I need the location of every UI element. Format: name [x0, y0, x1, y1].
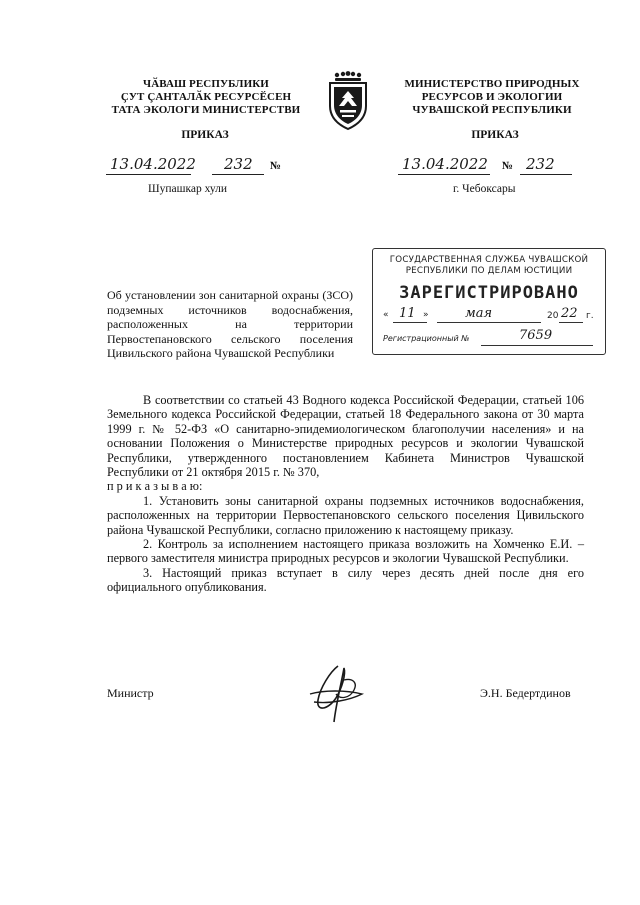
prikaz-label-left: ПРИКАЗ — [181, 129, 229, 141]
paragraph-order: п р и к а з ы в а ю: — [107, 479, 203, 494]
no-sign-right: № — [502, 160, 514, 172]
stamp-registered: ЗАРЕГИСТРИРОВАНО — [399, 283, 579, 303]
stamp-reg-label: Регистрационный № — [383, 334, 470, 343]
paragraph-preamble: В соответствии со статьей 43 Водного кодекса Российской Федерации, статьей 106 Земельного кодекса Российской Федерации, статьей 18 Федерального закона от 30 марта 1999 г. № 52-ФЗ «О санитарно-эпидемиологическом благополучии населения» и на основании Положения о Министерстве природных ресурсов и экологии Чувашской Республики, утвержденного постановлением Кабинета Министров Чувашской Республики от 21 октября 2015 г. № 370, — [107, 393, 584, 480]
number-line-left — [212, 156, 264, 175]
stamp-agency — [373, 255, 605, 277]
stamp-month: мая — [465, 306, 493, 321]
stamp-year-unit: г. — [586, 311, 594, 321]
stamp-reg-number: 7659 — [519, 328, 553, 343]
stamp-date-row: « 11 » мая 20 22 г. — [383, 306, 594, 321]
paragraph-item-3: 3. Настоящий приказ вступает в силу через десять дней после дня его официального опубликования. — [107, 565, 584, 595]
paragraph-item-1: 1. Установить зоны санитарной охраны подземных источников водоснабжения, расположенных на территории Первостепановского сельского поселения Цивильского района Чувашской Республики, согласно приложению к настоящему приказу. — [107, 493, 584, 537]
date-left: 13.04.2022 — [110, 155, 196, 173]
signature-position: Министр — [107, 686, 154, 700]
registration-stamp — [372, 248, 606, 355]
number-line-right — [520, 156, 572, 175]
date-right: 13.04.2022 — [402, 155, 488, 173]
header-left-line1: ЧӐВАШ РЕСПУБЛИКИ — [143, 78, 269, 90]
no-sign-left: № — [270, 160, 282, 172]
stamp-line2: РЕСПУБЛИКИ ПО ДЕЛАМ ЮСТИЦИИ — [405, 266, 573, 276]
header-right-line3: ЧУВАШСКОЙ РЕСПУБЛИКИ — [412, 104, 572, 116]
document-body — [107, 393, 584, 595]
signature-mark — [300, 660, 370, 728]
header-right — [384, 78, 600, 117]
signature-name: Э.Н. Бедертдинов — [480, 686, 571, 700]
document-title: Об установлении зон санитарной охраны (ЗСО) подземных источников водоснабжения, расположенных на территории Первостепановского сельского поселения Цивильского района Чувашской Республики — [107, 288, 353, 360]
header-left — [96, 78, 316, 117]
header-left-line3: ТАТА ЭКОЛОГИ МИНИСТЕРСТВИ — [111, 104, 301, 116]
header-left-line2: ҪУТ ҪАНТАЛӐК РЕСУРСӖСЕН — [120, 91, 292, 103]
stamp-year-prefix: 20 — [547, 311, 559, 321]
paragraph-item-2: 2. Контроль за исполнением настоящего приказа возложить на Хомченко Е.И. – первого заместителя министра природных ресурсов и экологии Чувашской Республики. — [107, 537, 584, 566]
header-right-line2: РЕСУРСОВ И ЭКОЛОГИИ — [421, 91, 563, 103]
number-right: 232 — [526, 155, 555, 173]
stamp-line1: ГОСУДАРСТВЕННАЯ СЛУЖБА ЧУВАШСКОЙ — [389, 255, 589, 265]
stamp-day: 11 — [399, 306, 416, 321]
date-line-left — [106, 155, 196, 175]
stamp-reg-row — [381, 328, 597, 348]
header-right-line1: МИНИСТЕРСТВО ПРИРОДНЫХ — [404, 78, 580, 90]
date-line-right — [398, 156, 490, 175]
prikaz-label-right: ПРИКАЗ — [471, 129, 519, 141]
stamp-year-suffix: 22 — [561, 306, 578, 321]
number-left: 232 — [224, 155, 253, 173]
city-left: Шупашкар хули — [148, 183, 228, 195]
emblem-icon — [325, 70, 371, 132]
city-right: г. Чебоксары — [453, 183, 516, 195]
